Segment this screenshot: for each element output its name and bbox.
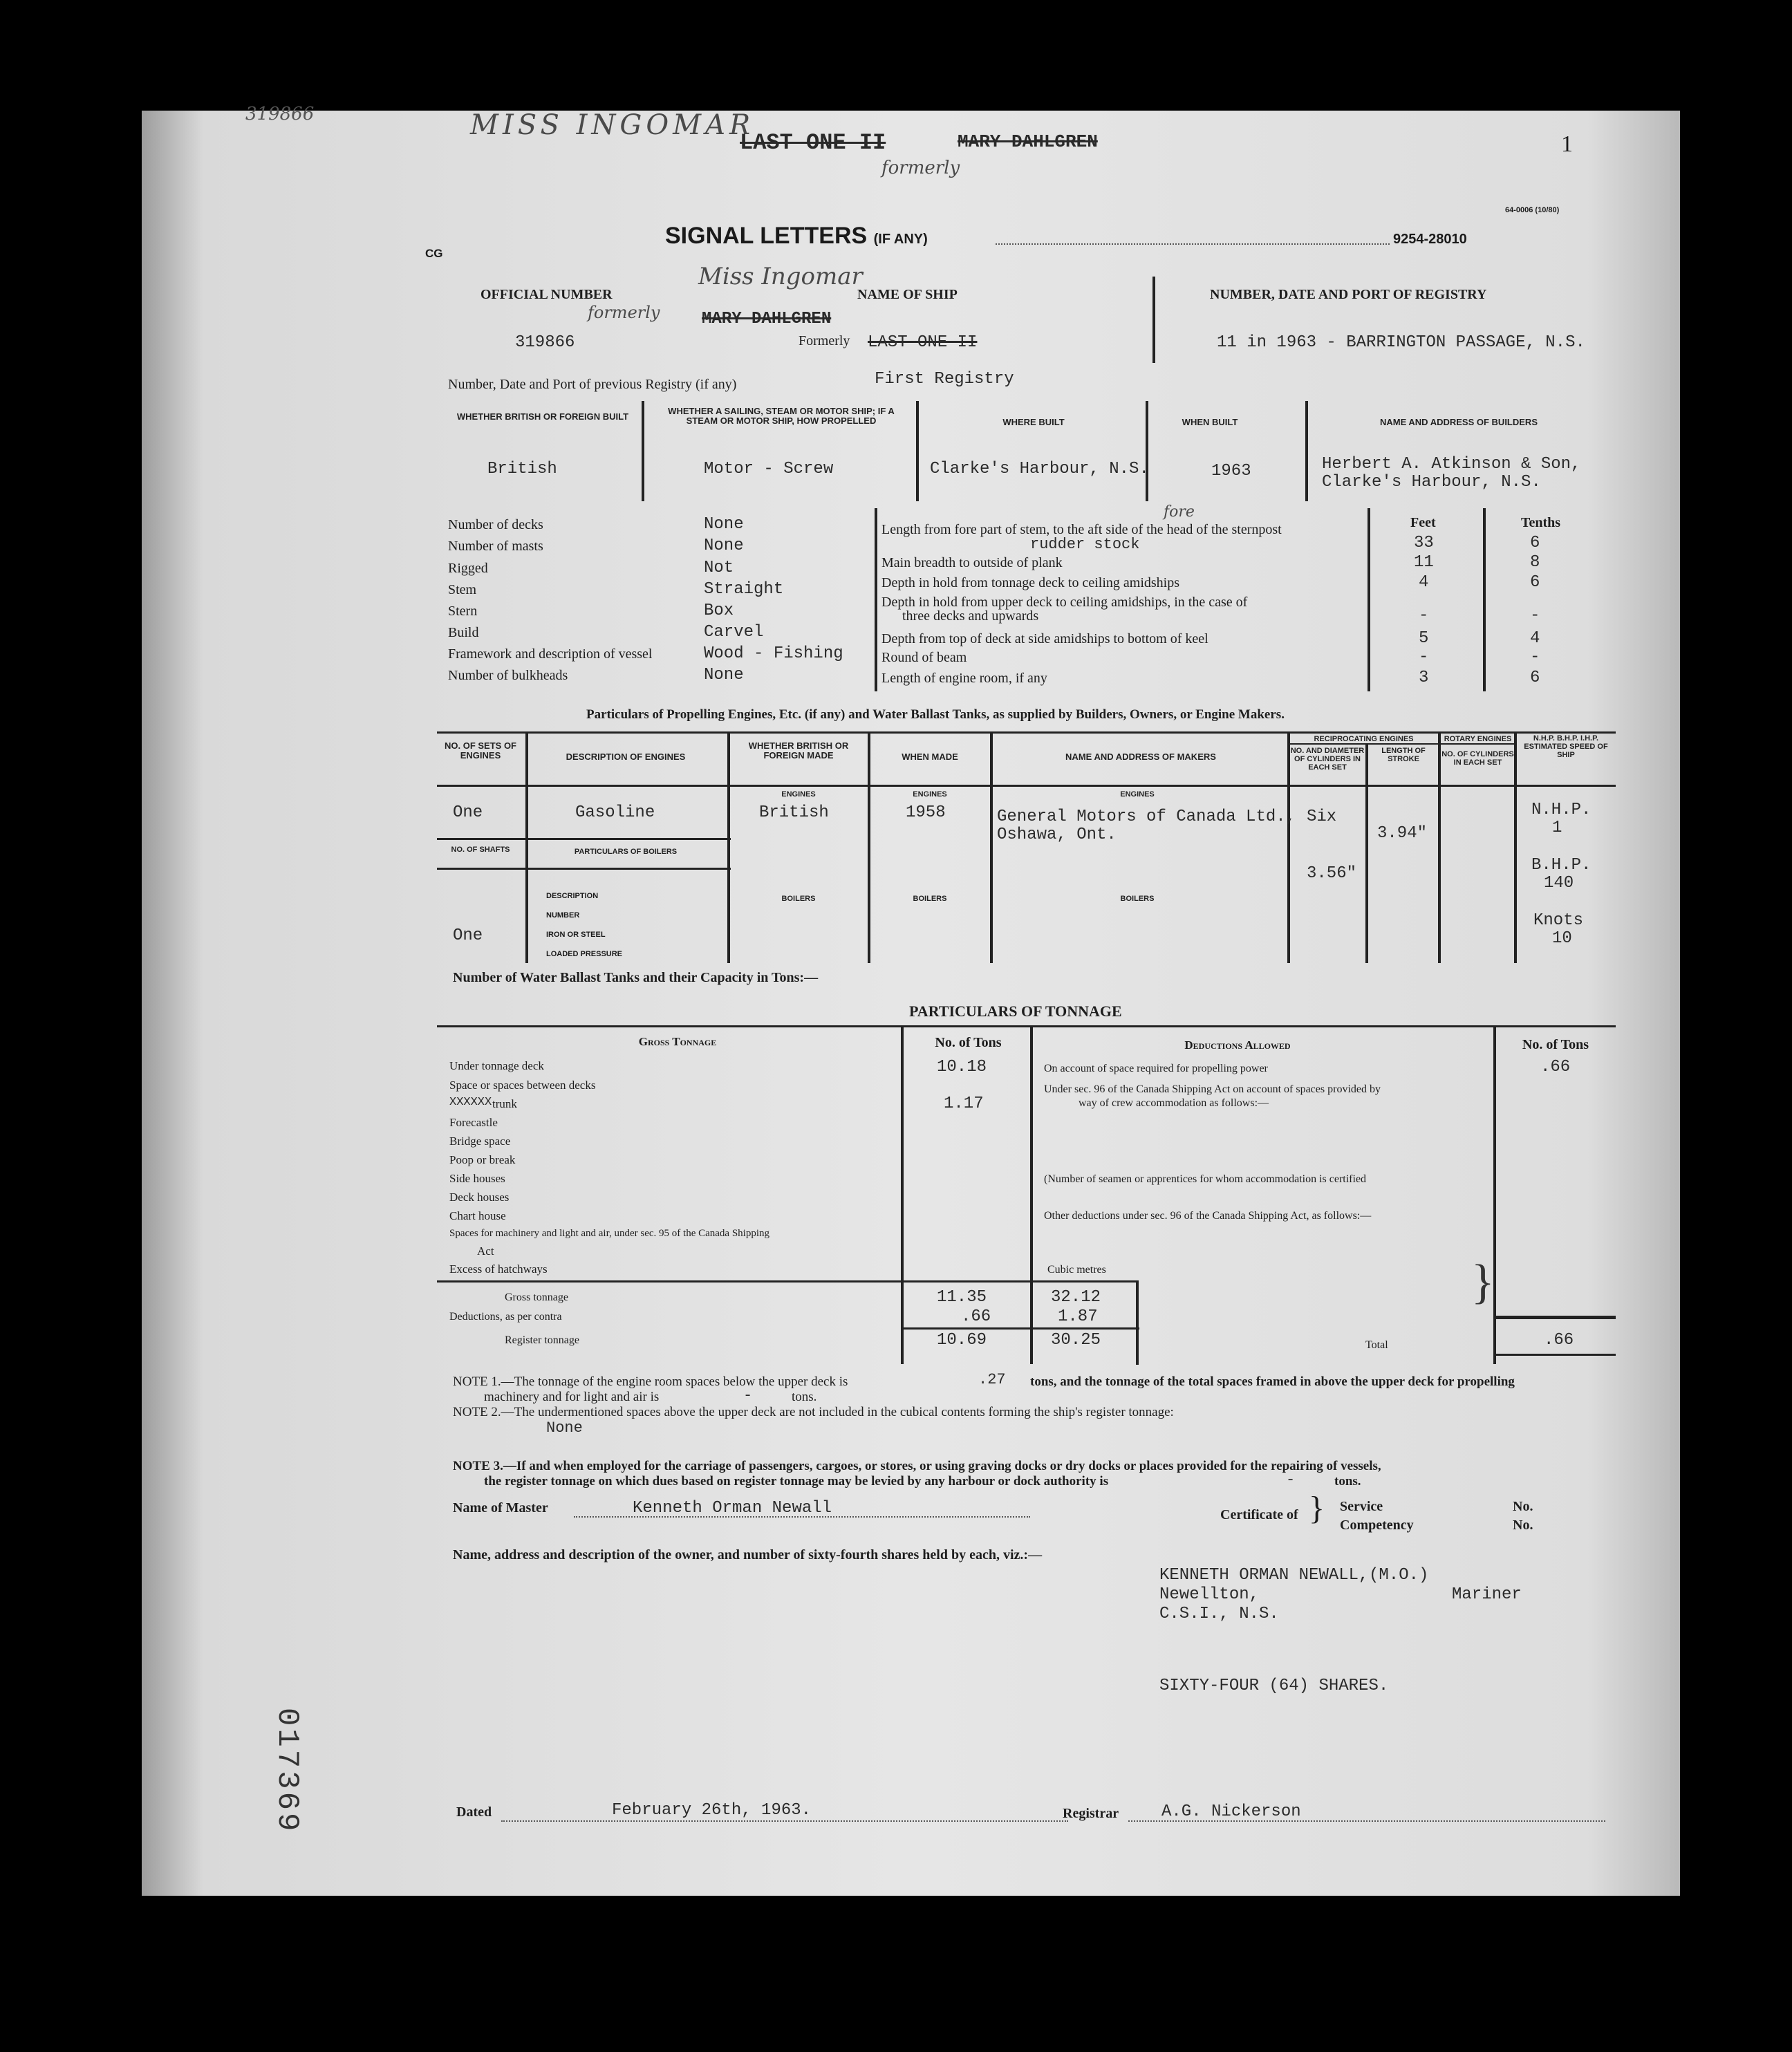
owner-line2: Newellton, xyxy=(1159,1585,1260,1604)
gross-0-label: Under tonnage deck xyxy=(449,1059,544,1072)
deduction-1: On account of space required for propelling power xyxy=(1044,1063,1268,1074)
ballast-label: Number of Water Ballast Tanks and their Capacity in Tons:— xyxy=(453,970,819,985)
propulsion: Motor - Screw xyxy=(704,460,834,478)
dim-6-label: Length of engine room, if any xyxy=(881,671,1047,686)
hdr-propulsion: WHETHER A SAILING, STEAM OR MOTOR SHIP; IF A STEAM OR MOTOR SHIP, HOW PROPELLED xyxy=(668,406,895,426)
eng-hdr-when: WHEN MADE xyxy=(902,752,958,762)
boil-sub-2: BOILERS xyxy=(913,895,947,903)
competency-no: No. xyxy=(1513,1518,1533,1533)
engines-title: Particulars of Propelling Engines, Etc. (if any) and Water Ballast Tanks, as supplied by Builders, Owners, or Engine Makers. xyxy=(586,707,1285,722)
dim-6-tenths: 6 xyxy=(1530,669,1540,687)
margin-stamp: 017369 xyxy=(270,1708,304,1834)
eng-hdr-boilers: PARTICULARS OF BOILERS xyxy=(574,848,678,856)
eng-hdr-sets: NO. OF SETS OF ENGINES xyxy=(444,740,516,761)
eng-sub-3: ENGINES xyxy=(1120,790,1155,799)
note1-value: .27 xyxy=(978,1371,1006,1388)
eng-hdr-stroke: LENGTH OF STROKE xyxy=(1381,747,1426,763)
boil-number: NUMBER xyxy=(546,911,580,920)
total-label: Total xyxy=(1365,1339,1388,1351)
dim-0-label2: rudder stock xyxy=(1030,536,1140,553)
bhp-value: 140 xyxy=(1544,874,1574,893)
dim-3-tenths: - xyxy=(1530,606,1540,625)
hdr-where: WHERE BUILT xyxy=(1002,417,1065,427)
hdr-when: WHEN BUILT xyxy=(1182,417,1238,427)
master-value: Kenneth Orman Newall xyxy=(633,1499,832,1518)
nhp-label: N.H.P. xyxy=(1531,801,1592,819)
boil-sub-1: BOILERS xyxy=(781,895,816,903)
deductions-cubic: 1.87 xyxy=(1058,1307,1098,1326)
tons-header-right: No. of Tons xyxy=(1522,1037,1589,1052)
gross-6-label: Side houses xyxy=(449,1172,505,1185)
pl-0-label: Number of decks xyxy=(448,517,543,532)
deduction-1-value: .66 xyxy=(1540,1058,1571,1076)
service-label: Service xyxy=(1340,1499,1383,1514)
form-ref: 64-0006 (10/80) xyxy=(1505,206,1560,214)
formerly-hw-2: formerly xyxy=(588,303,660,322)
gross-cubic: 32.12 xyxy=(1051,1288,1101,1307)
dim-4-label: Depth from top of deck at side amidships to bottom of keel xyxy=(881,631,1208,646)
feet-label: Feet xyxy=(1410,515,1436,530)
pl-2-label: Rigged xyxy=(448,561,488,576)
note2: NOTE 2.—The undermentioned spaces above the upper deck are not included in the cubical contents forming the ship's register tonnage: xyxy=(453,1405,1174,1419)
eng-hdr-cyl: NO. AND DIAMETER OF CYLINDERS IN EACH SET xyxy=(1290,747,1365,772)
dim-2-label: Depth in hold from tonnage deck to ceiling amidships xyxy=(881,575,1180,590)
note2-value: None xyxy=(546,1419,583,1437)
official-number: 319866 xyxy=(515,333,575,352)
eng-sub-2: ENGINES xyxy=(913,790,947,799)
eng-hdr-british: WHETHER BRITISH OR FOREIGN MADE xyxy=(748,740,849,761)
gross-1-label: Space or spaces between decks xyxy=(449,1079,596,1092)
pl-6-label: Framework and description of vessel xyxy=(448,646,653,662)
deductions-tons: .66 xyxy=(961,1307,991,1326)
dim-0-tenths: 6 xyxy=(1530,534,1540,552)
competency-label: Competency xyxy=(1340,1518,1414,1533)
engine-makers-1: General Motors of Canada Ltd., xyxy=(997,808,1296,826)
dim-2-tenths: 6 xyxy=(1530,573,1540,592)
dim-4-feet: 5 xyxy=(1419,629,1429,648)
eng-sub-1: ENGINES xyxy=(781,790,816,799)
trunk-struck: XXXXXX xyxy=(449,1096,492,1109)
boil-desc: DESCRIPTION xyxy=(546,892,599,900)
dim-1-label: Main breadth to outside of plank xyxy=(881,555,1063,570)
tonnage-title: PARTICULARS OF TONNAGE xyxy=(909,1002,1122,1020)
gross-2-value: 1.17 xyxy=(944,1094,984,1113)
pl-1-label: Number of masts xyxy=(448,539,543,554)
note3-c: tons. xyxy=(1334,1474,1361,1489)
deduction-3: (Number of seamen or apprentices for whom accommodation is certified xyxy=(1044,1173,1367,1185)
service-no: No. xyxy=(1513,1499,1533,1514)
deduction-2a: Under sec. 96 of the Canada Shipping Act on account of spaces provided by xyxy=(1044,1083,1381,1095)
top-number: 319866 xyxy=(245,104,315,124)
gross-label: Gross tonnage xyxy=(505,1291,568,1303)
ship-name-handwritten: MISS INGOMAR xyxy=(470,109,755,141)
note3-value: - xyxy=(1286,1471,1296,1489)
total-value: .66 xyxy=(1544,1331,1574,1350)
boil-loaded: LOADED PRESSURE xyxy=(546,950,623,958)
formerly-struck: LAST ONE II xyxy=(868,333,978,352)
note1-a: NOTE 1.—The tonnage of the engine room spaces below the upper deck is xyxy=(453,1374,848,1389)
struck-name-1: LAST ONE II xyxy=(740,130,886,156)
dim-5-label: Round of beam xyxy=(881,650,967,665)
builder-2: Clarke's Harbour, N.S. xyxy=(1322,473,1541,492)
dim-3-feet: - xyxy=(1419,606,1429,625)
pl-6-value: Wood - Fishing xyxy=(704,644,843,663)
engine-stroke: 3.94" xyxy=(1377,824,1428,843)
tenths-label: Tenths xyxy=(1521,515,1561,530)
gross-10-label: Act xyxy=(477,1244,494,1258)
engine-when: 1958 xyxy=(906,803,946,822)
gross-5-label: Poop or break xyxy=(449,1153,516,1166)
deductions-label: Deductions, as per contra xyxy=(449,1311,562,1323)
register-cubic: 30.25 xyxy=(1051,1331,1101,1350)
dim-3-label: Depth in hold from upper deck to ceiling amidships, in the case of xyxy=(881,595,1248,610)
registrar-value: A.G. Nickerson xyxy=(1161,1802,1301,1821)
gross-4-label: Bridge space xyxy=(449,1135,511,1148)
knots-label: Knots xyxy=(1533,911,1584,930)
pl-2-value: Not xyxy=(704,559,734,577)
dim-0-feet: 33 xyxy=(1414,534,1434,552)
note1-b: tons, and the tonnage of the total spaces framed in above the upper deck for propelling xyxy=(1030,1374,1515,1389)
engine-british: British xyxy=(759,803,829,822)
dim-0-label: Length from fore part of stem, to the aft side of the head of the sternpost xyxy=(881,522,1282,537)
dim-5-feet: - xyxy=(1419,648,1429,666)
signal-letters-label: SIGNAL LETTERS (IF ANY) xyxy=(665,223,928,249)
eng-hdr-makers: NAME AND ADDRESS OF MAKERS xyxy=(1065,752,1216,762)
boil-iron: IRON OR STEEL xyxy=(546,931,606,939)
when-built: 1963 xyxy=(1211,462,1251,481)
brace-right: } xyxy=(1471,1256,1495,1309)
dim-2-feet: 4 xyxy=(1419,573,1429,592)
british-built: British xyxy=(487,460,557,478)
pl-4-label: Stern xyxy=(448,604,478,619)
bhp-label: B.H.P. xyxy=(1531,856,1592,875)
gross-11-label: Excess of hatchways xyxy=(449,1262,548,1276)
dim-3-label2: three decks and upwards xyxy=(902,608,1039,624)
struck-name-2: MARY DAHLGREN xyxy=(958,131,1098,152)
deductions-header: Deductions Allowed xyxy=(1184,1038,1291,1052)
builder-1: Herbert A. Atkinson & Son, xyxy=(1322,455,1581,474)
fore-handwritten: fore xyxy=(1164,503,1195,521)
pl-1-value: None xyxy=(704,537,744,555)
dated-label: Dated xyxy=(456,1804,492,1820)
deduction-2b: way of crew accommodation as follows:— xyxy=(1079,1097,1269,1109)
eng-hdr-rotary: ROTARY ENGINES xyxy=(1444,735,1512,743)
hdr-builders: NAME AND ADDRESS OF BUILDERS xyxy=(1380,417,1538,427)
certificate-label: Certificate of xyxy=(1220,1507,1298,1522)
page-number: 1 xyxy=(1561,131,1573,157)
dim-1-feet: 11 xyxy=(1414,553,1434,572)
gross-0-value: 10.18 xyxy=(937,1058,987,1076)
hdr-british: WHETHER BRITISH OR FOREIGN BUILT xyxy=(456,411,629,422)
owner-line1: KENNETH ORMAN NEWALL, xyxy=(1159,1566,1369,1585)
engine-makers-2: Oshawa, Ont. xyxy=(997,826,1117,844)
dim-4-tenths: 4 xyxy=(1530,629,1540,648)
form-code: CG xyxy=(425,247,443,260)
note1-c: machinery and for light and air is xyxy=(484,1390,660,1404)
note1-value2: - xyxy=(743,1387,753,1404)
pl-5-value: Carvel xyxy=(704,623,764,642)
engine-description: Gasoline xyxy=(575,803,655,822)
previous-registry-value: First Registry xyxy=(875,370,1014,389)
cubic-label: Cubic metres xyxy=(1047,1264,1106,1276)
engine-shafts: One xyxy=(453,926,483,945)
gross-header: Gross Tonnage xyxy=(638,1035,717,1048)
pl-3-value: Straight xyxy=(704,580,784,599)
where-built: Clarke's Harbour, N.S. xyxy=(930,460,1149,478)
formerly-handwritten: formerly xyxy=(881,158,960,178)
gross-7-label: Deck houses xyxy=(449,1191,510,1204)
note3-a: NOTE 3.—If and when employed for the carriage of passengers, cargoes, or stores, or using graving docks or dry docks or places provided for the repairing of vessels, xyxy=(453,1459,1381,1473)
formerly-label: Formerly xyxy=(799,333,850,348)
dated-value: February 26th, 1963. xyxy=(612,1801,812,1820)
note1-d: tons. xyxy=(792,1390,817,1404)
tons-header: No. of Tons xyxy=(935,1035,1002,1050)
owner-occupation: Mariner xyxy=(1452,1585,1522,1604)
note3-b: the register tonnage on which dues based on register tonnage may be levied by any harbour or dock authority is xyxy=(484,1474,1109,1489)
registry-value: 11 in 1963 - BARRINGTON PASSAGE, N.S. xyxy=(1217,333,1585,352)
gross-8-label: Chart house xyxy=(449,1209,506,1222)
gross-9-label: Spaces for machinery and light and air, under sec. 95 of the Canada Shipping xyxy=(449,1228,770,1239)
owner-label: Name, address and description of the owner, and number of sixty-fourth shares held by each, viz.:— xyxy=(453,1547,1043,1563)
owner-mo: (M.O.) xyxy=(1369,1566,1429,1585)
certificate-brace: } xyxy=(1309,1490,1325,1527)
eng-hdr-power: N.H.P. B.H.P. I.H.P. ESTIMATED SPEED OF SHIP xyxy=(1524,734,1608,759)
eng-hdr-rotcyl: NO. OF CYLINDERS IN EACH SET xyxy=(1441,750,1514,767)
engine-diameter: 3.56" xyxy=(1307,864,1357,883)
pl-3-label: Stem xyxy=(448,582,477,597)
signal-letters-value: 9254-28010 xyxy=(1393,232,1467,247)
dim-1-tenths: 8 xyxy=(1530,553,1540,572)
pl-7-value: None xyxy=(704,666,744,684)
register-label: Register tonnage xyxy=(505,1334,579,1346)
eng-hdr-recip: RECIPROCATING ENGINES xyxy=(1314,735,1414,743)
boil-sub-3: BOILERS xyxy=(1120,895,1155,903)
pl-4-value: Box xyxy=(704,601,734,620)
engine-sets: One xyxy=(453,803,483,822)
pl-7-label: Number of bulkheads xyxy=(448,668,568,683)
pl-5-label: Build xyxy=(448,625,479,640)
knots-value: 10 xyxy=(1552,929,1572,948)
ship-name-handwritten-2: Miss Ingomar xyxy=(698,263,863,290)
pl-0-value: None xyxy=(704,515,744,534)
gross-tons: 11.35 xyxy=(937,1288,987,1307)
previous-registry-label: Number, Date and Port of previous Registry (if any) xyxy=(448,377,737,392)
gross-3-label: Forecastle xyxy=(449,1116,498,1129)
register-tons: 10.69 xyxy=(937,1331,987,1350)
deduction-4: Other deductions under sec. 96 of the Canada Shipping Act, as follows:— xyxy=(1044,1210,1372,1222)
official-number-label: OFFICIAL NUMBER xyxy=(480,287,613,302)
engine-cylinders: Six xyxy=(1307,808,1337,826)
owner-shares: SIXTY-FOUR (64) SHARES. xyxy=(1159,1677,1389,1695)
nhp-value: 1 xyxy=(1552,819,1562,837)
name-struck: MARY DAHLGREN xyxy=(702,310,832,328)
name-of-ship-label: NAME OF SHIP xyxy=(857,287,958,302)
dim-5-tenths: - xyxy=(1530,648,1540,666)
registrar-label: Registrar xyxy=(1063,1806,1119,1821)
dim-6-feet: 3 xyxy=(1419,669,1429,687)
master-label: Name of Master xyxy=(453,1500,548,1515)
eng-hdr-shafts: NO. OF SHAFTS xyxy=(451,846,510,854)
gross-2-label: trunk xyxy=(492,1097,517,1110)
registry-label: NUMBER, DATE AND PORT OF REGISTRY xyxy=(1210,287,1487,302)
owner-line3: C.S.I., N.S. xyxy=(1159,1605,1279,1623)
eng-hdr-desc: DESCRIPTION OF ENGINES xyxy=(566,752,686,762)
